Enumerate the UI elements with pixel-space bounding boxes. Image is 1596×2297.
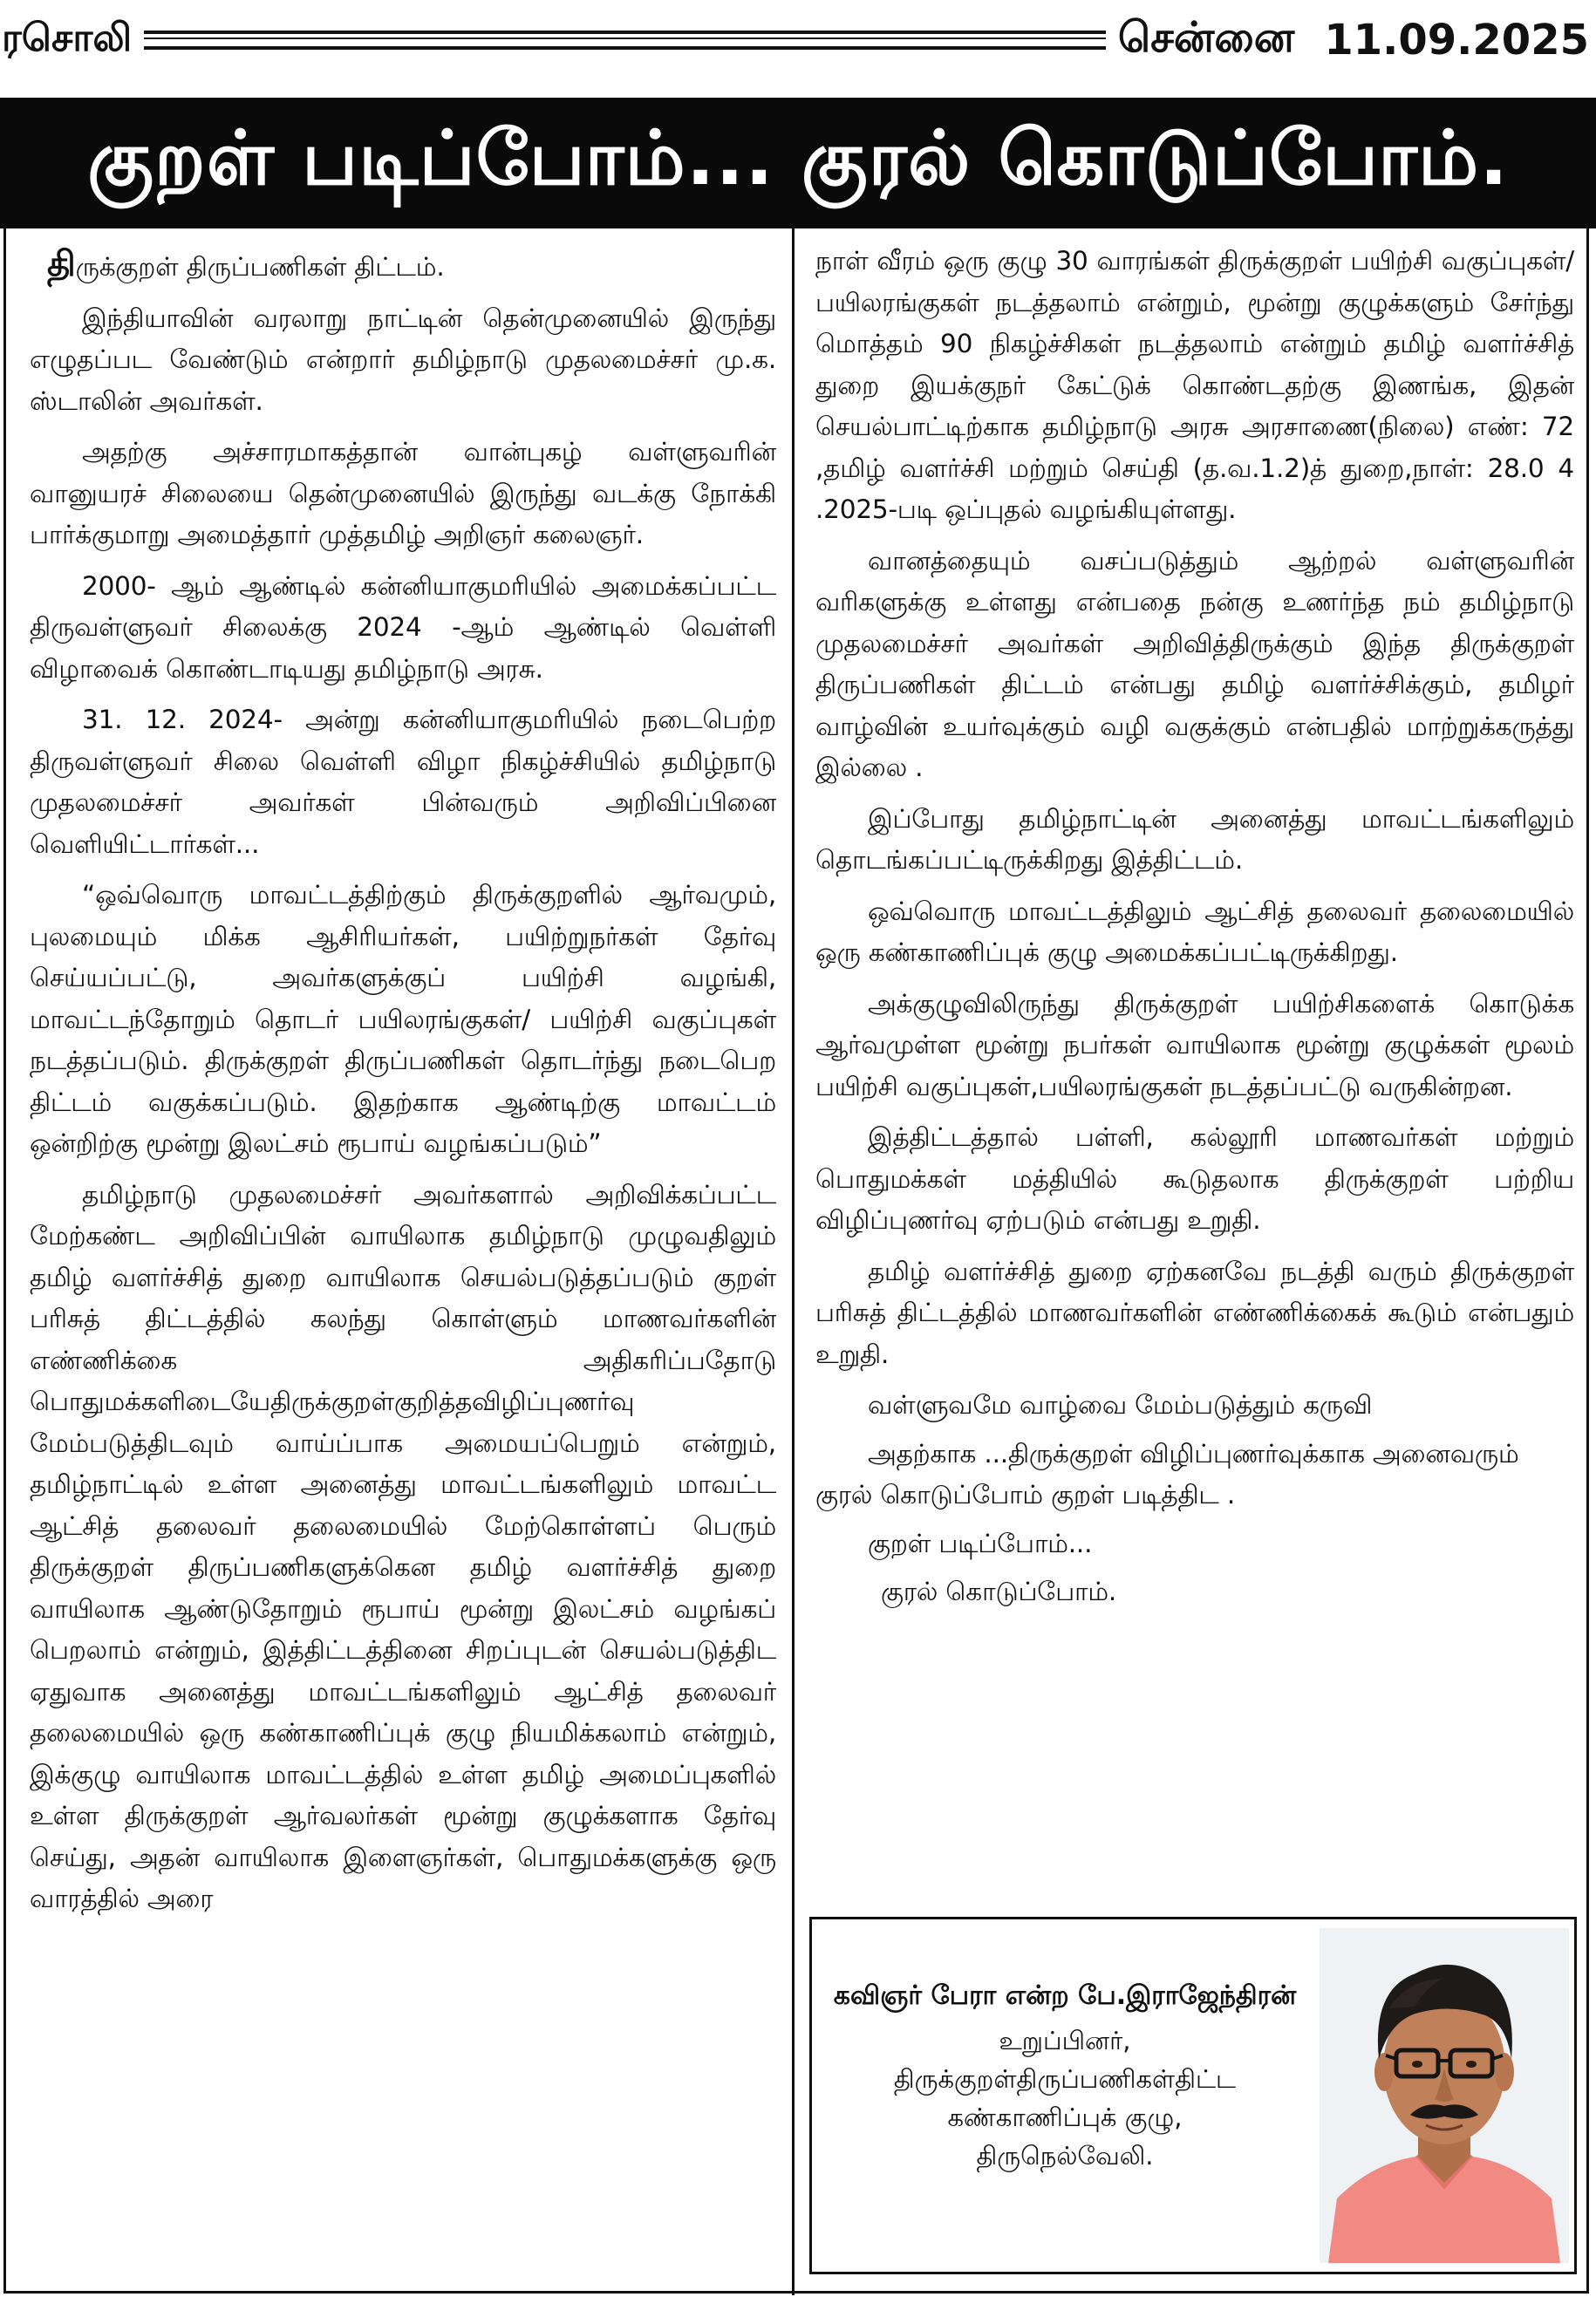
closing-line: குறள் படிப்போம்... — [868, 1528, 1093, 1558]
article-paragraph: 2000- ஆம் ஆண்டில் கன்னியாகுமரியில் அமைக்கப்பட்ட திருவள்ளுவர் சிலைக்கு 2024 -ஆம் ஆண்டில் வெள்ளி விழாவைக் கொண்டாடியது தமிழ்நாடு அரசு. — [30, 570, 776, 684]
article-paragraph: இத்திட்டத்தால் பள்ளி, கல்லூரி மாணவர்கள் மற்றும் பொதுமக்கள் மத்தியில் கூடுதலாக திருக்குறள் பற்றிய விழிப்புணர்வு ஏற்படும் என்பது உறுதி. — [815, 1122, 1574, 1235]
paragraph-text: ருக்குறள் திருப்பணிகள் திட்டம். — [75, 252, 445, 282]
author-box — [809, 1917, 1577, 2274]
article-paragraph: இந்தியாவின் வரலாறு நாட்டின் தென்முனையில் இருந்து எழுதப்பட வேண்டும் என்றார் தமிழ்நாடு முதலமைச்சர் மு.க. ஸ்டாலின் அவர்கள். — [30, 303, 776, 416]
author-portrait-image — [1320, 1928, 1569, 2263]
masthead-rule — [144, 31, 1106, 50]
article-paragraph: ஒவ்வொரு மாவட்டத்திலும் ஆட்சித் தலைவர் தலைமையில் ஒரு கண்காணிப்புக் குழு அமைக்கப்பட்டிருக்கிறது. — [815, 896, 1574, 967]
article-column-left — [30, 244, 776, 1930]
author-committee-type: கண்காணிப்புக் குழு, — [947, 2103, 1183, 2132]
author-location: திருநெல்வேலி. — [976, 2141, 1154, 2171]
headline-band — [0, 98, 1596, 228]
article-paragraph — [30, 244, 776, 289]
article-paragraph: நாள் வீரம் ஒரு குழு 30 வாரங்கள் திருக்குறள் பயிற்சி வகுப்புகள்/ பயிலரங்குகள் நடத்தலாம் என்றும், மூன்று குழுக்களும் சேர்ந்து மொத்தம் 90 நிகழ்ச்சிகள் நடத்தலாம் என்றும் தமிழ் வளர்ச்சித் துறை இயக்குநர் கேட்டுக் கொண்டதற்கு இணங்க, இதன் செயல்பாட்டிற்காக தமிழ்நாடு அரசு அரசாணை(நிலை) எண்: 72 ,தமிழ் வளர்ச்சி மற்றும் செய்தி (த.வ.1.2)த் துறை,நாள்: 28.0 4 .2025-படி ஒப்புதல் வழங்கியுள்ளது. — [815, 246, 1574, 524]
article-paragraph: தமிழ் வளர்ச்சித் துறை ஏற்கனவே நடத்தி வரும் திருக்குறள் பரிசுத் திட்டத்தில் மாணவர்களின் எண்ணிக்கைக் கூடும் என்பதும் உறுதி. — [815, 1256, 1574, 1369]
author-info — [821, 1980, 1309, 2175]
article-paragraph: அக்குழுவிலிருந்து திருக்குறள் பயிற்சிகளைக் கொடுக்க ஆர்வமுள்ள மூன்று நபர்கள் வாயிலாக மூன்று குழுக்கள் மூலம் பயிற்சி வகுப்புகள்,பயிலரங்குகள் நடத்தப்பட்டு வருகின்றன. — [815, 988, 1574, 1101]
article-paragraph: 31. 12. 2024- அன்று கன்னியாகுமரியில் நடைபெற்ற திருவள்ளுவர் சிலை வெள்ளி விழா நிகழ்ச்சியில் தமிழ்நாடு முதலமைச்சர் அவர்கள் பின்வரும் அறிவிப்பினை வெளியிட்டார்கள்... — [30, 705, 776, 859]
article-paragraph: இப்போது தமிழ்நாட்டின் அனைத்து மாவட்டங்களிலும் தொடங்கப்பட்டிருக்கிறது இத்திட்டம். — [815, 803, 1574, 875]
article-paragraph: வானத்தையும் வசப்படுத்தும் ஆற்றல் வள்ளுவரின் வரிகளுக்கு உள்ளது என்பதை நன்கு உணர்ந்த நம் தமிழ்நாடு முதலமைச்சர் அவர்கள் அறிவித்திருக்கும் இந்த திருக்குறள் திருப்பணிகள் திட்டம் என்பது தமிழ் வளர்ச்சிக்கும், தமிழர் வாழ்வின் உயர்வுக்கும் வழி வகுக்கும் என்பதில் மாற்றுக்கருத்து இல்லை . — [815, 545, 1574, 782]
article-column-right — [815, 241, 1574, 1620]
column-divider — [792, 228, 795, 2295]
newspaper-name: ரசொலி — [2, 15, 133, 60]
drop-cap: தி — [47, 244, 76, 284]
article-paragraph: தமிழ்நாடு முதலமைச்சர் அவர்களால் அறிவிக்கப்பட்ட மேற்கண்ட அறிவிப்பின் வாயிலாக தமிழ்நாடு முழுவதிலும் தமிழ் வளர்ச்சித் துறை வாயிலாக செயல்படுத்தப்படும் குறள் பரிசுத் திட்டத்தில் கலந்து கொள்ளும் மாணவர்களின் எண்ணிக்கை அதிகரிப்பதோடு பொதுமக்களிடையேதிருக்குறள்குறித்தவிழிப்புணர்வு மேம்படுத்திடவும் வாய்ப்பாக அமையப்பெறும் என்றும், தமிழ்நாட்டில் உள்ள அனைத்து மாவட்டங்களிலும் மாவட்ட ஆட்சித் தலைவர் தலைமையில் மேற்கொள்ளப் பெரும் திருக்குறள் திருப்பணிகளுக்கென தமிழ் வளர்ச்சித் துறை வாயிலாக ஆண்டுதோறும் ரூபாய் மூன்று இலட்சம் வழங்கப் பெறலாம் என்றும், இத்திட்டத்தினை சிறப்புடன் செயல்படுத்திட ஏதுவாக அனைத்து மாவட்டங்களிலும் ஆட்சித் தலைவர் தலைமையில் ஒரு கண்காணிப்புக் குழு நியமிக்கலாம் என்றும், இக்குழு வாயிலாக மாவட்டத்தில் உள்ள தமிழ் அமைப்புகளில் உள்ள திருக்குறள் ஆர்வலர்கள் மூன்று குழுக்களாக தேர்வு செய்து, அதன் வாயிலாக இளைஞர்கள், பொதுமக்களுக்கு ஒரு வாரத்தில் அரை — [30, 1179, 776, 1913]
closing-line: குரல் கொடுப்போம். — [881, 1577, 1117, 1606]
closing-line: அதற்காக ...திருக்குறள் விழிப்புணர்வுக்காக அனைவரும் குரல் கொடுப்போம் குறள் படித்திட . — [815, 1438, 1519, 1510]
author-photo — [1320, 1928, 1569, 2263]
edition-city: சென்னை — [1117, 13, 1295, 62]
article-headline: குறள் படிப்போம்... குரல் கொடுப்போம். — [87, 114, 1509, 202]
edition-date: 11.09.2025 — [1324, 16, 1589, 65]
author-name: கவிஞர் பேரா என்ற பே.இராஜேந்திரன் — [833, 1980, 1297, 2011]
author-committee: திருக்குறள்திருப்பணிகள்திட்ட — [893, 2064, 1237, 2094]
masthead — [0, 0, 1596, 80]
quote-paragraph: “ஒவ்வொரு மாவட்டத்திற்கும் திருக்குறளில் ஆர்வமும், புலமையும் மிக்க ஆசிரியர்கள், பயிற்றுநர்கள் தேர்வு செய்யப்பட்டு, அவர்களுக்குப் பயிற்சி வழங்கி, மாவட்டந்தோறும் தொடர் பயிலரங்குகள்/ பயிற்சி வகுப்புகள் நடத்தப்படும். திருக்குறள் திருப்பணிகள் தொடர்ந்து நடைபெற திட்டம் வகுக்கப்படும். இதற்காக ஆண்டிற்கு மாவட்டம் ஒன்றிற்கு மூன்று இலட்சம் ரூபாய் வழங்கப்படும்” — [30, 880, 776, 1158]
author-role: உறுப்பினர், — [999, 2026, 1131, 2055]
article-paragraph: அதற்கு அச்சாரமாகத்தான் வான்புகழ் வள்ளுவரின் வானுயரச் சிலையை தென்முனையில் இருந்து வடக்கு நோக்கி பார்க்குமாறு அமைத்தார் முத்தமிழ் அறிஞர் கலைஞர். — [30, 437, 776, 549]
closing-line: வள்ளுவமே வாழ்வை மேம்படுத்தும் கருவி — [868, 1390, 1373, 1420]
